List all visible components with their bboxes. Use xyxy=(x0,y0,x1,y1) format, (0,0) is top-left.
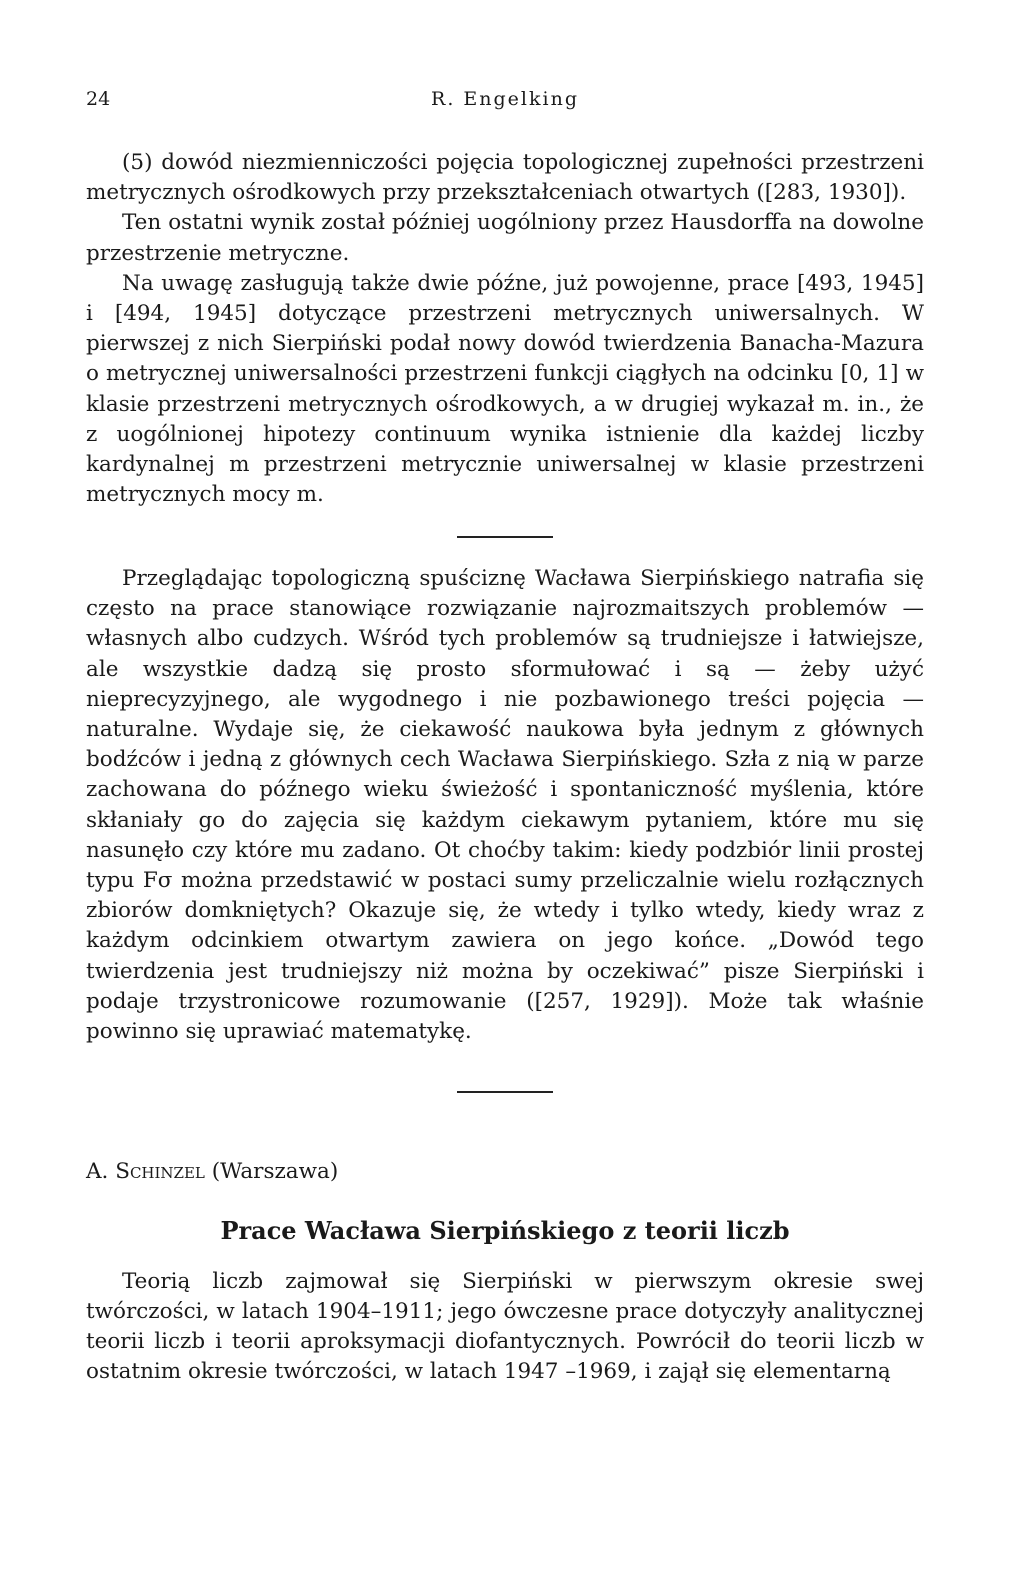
article-author xyxy=(86,1157,924,1187)
running-head: R. Engelking xyxy=(431,88,579,110)
page-header xyxy=(86,88,924,118)
page xyxy=(86,88,924,1388)
page-number: 24 xyxy=(86,88,111,110)
paragraph-topological-legacy: Przeglądając topologiczną spuściznę Wacława Sierpińskiego natrafia się często na prace stanowiące rozwiązanie najrozmaitszych problemów — własnych albo cudzych. Wśród tych problemów są trudniejsze i łatwiejsze, ale wszystkie dadzą się prosto sformułować i są — żeby użyć nieprecyzyjnego, ale wygodnego i nie pozbawionego treści pojęcia — naturalne. Wydaje się, że ciekawość naukowa była jednym z głównych bodźców i jedną z głównych cech Wacława Sierpińskiego. Szła z nią w parze zachowana do późnego wieku świeżość i spontaniczność myślenia, które skłaniały go do zajęcia się każdym ciekawym pytaniem, które mu się nasunęło czy które mu zadano. Ot choćby takim: kiedy podzbiór linii prostej typu Fσ można przedstawić w postaci sumy przeliczalnie wielu rozłącznych zbiorów domkniętych? Okazuje się, że wtedy i tylko wtedy, kiedy wraz z każdym odcinkiem otwartym zawiera on jego końce. „Dowód tego twierdzenia jest trudniejszy niż można by oczekiwać” pisze Sierpiński i podaje trzystronicowe rozumowanie ([257, 1929]). Może tak właśnie powinno się uprawiać matematykę. xyxy=(86,565,924,1044)
section-divider xyxy=(457,1091,553,1093)
author-initial: A. xyxy=(86,1158,109,1184)
paragraph-hausdorff: Ten ostatni wynik został później uogólniony przez Hausdorffa na dowolne przestrzenie metryczne. xyxy=(86,210,924,266)
paragraph-number-theory: Teorią liczb zajmował się Sierpiński w pierwszym okresie swej twórczości, w latach 1904–1911; jego ówczesne prace dotyczyły analitycznej teorii liczb i teorii aproksymacji diofantycznych. Powrócił do teorii liczb w ostatnim okresie twórczości, w latach 1947 –1969, i zajął się elementarną xyxy=(86,1268,924,1385)
section-divider xyxy=(457,536,553,538)
author-surname: Schinzel xyxy=(115,1158,205,1184)
paragraph-universal-spaces: Na uwagę zasługują także dwie późne, już powojenne, prace [493, 1945] i [494, 1945] dotyczące przestrzeni metrycznych uniwersalnych. W pierwszej z nich Sierpiński podał nowy dowód twierdzenia Banacha-Mazura o metrycznej uniwersalności przestrzeni funkcji ciągłych na odcinku [0, 1] w klasie przestrzeni metrycznych ośrodkowych, a w drugiej wykazał m. in., że z uogólnionej hipotezy continuum wynika istnienie dla każdej liczby kardynalnej m przestrzeni metrycznie uniwersalnej w klasie przestrzeni metrycznych mocy m. xyxy=(86,270,924,508)
article-title: Prace Wacława Sierpińskiego z teorii liczb xyxy=(220,1215,790,1245)
paragraph-item-5: (5) dowód niezmienniczości pojęcia topologicznej zupełności przestrzeni metrycznych ośrodkowych przy przekształceniach otwartych ([283, 1930]). xyxy=(86,150,924,206)
author-affiliation: (Warszawa) xyxy=(211,1158,339,1184)
